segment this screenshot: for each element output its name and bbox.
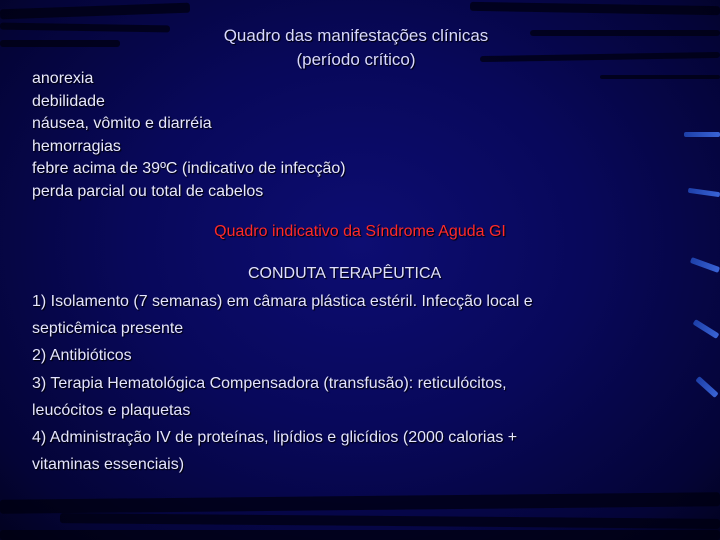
decor-stroke (0, 40, 120, 47)
conduct-line: 3) Terapia Hematológica Compensadora (transfusão): reticulócitos, (32, 374, 507, 392)
symptom-item: febre acima de 39ºC (indicativo de infecção) (32, 160, 346, 177)
title-line-1: Quadro das manifestações clínicas (223, 26, 489, 45)
conduct-line: 1) Isolamento (7 semanas) em câmara plástica estéril. Infecção local e (32, 293, 533, 310)
symptom-item: anorexia (32, 70, 94, 87)
symptom-item: perda parcial ou total de cabelos (32, 182, 264, 200)
decor-dash (695, 376, 718, 398)
decor-dash (688, 188, 720, 197)
conduct-heading: CONDUTA TERAPÊUTICA (248, 265, 442, 282)
conduct-line: 4) Administração IV de proteínas, lipídios e glicídios (2000 calorias + (32, 429, 518, 446)
conduct-line: septicêmica presente (32, 320, 184, 338)
decor-stroke (0, 3, 190, 20)
decor-stroke (600, 75, 720, 79)
decor-stroke (0, 530, 720, 540)
conduct-line: vitaminas essenciais) (32, 456, 185, 474)
decor-dash (684, 132, 720, 137)
decor-stroke (0, 492, 720, 514)
decor-dash (693, 319, 720, 339)
title-line-2: (período crítico) (296, 50, 416, 69)
decor-stroke (530, 30, 720, 36)
symptom-item: náusea, vômito e diarréia (32, 115, 212, 132)
symptom-item: debilidade (32, 92, 105, 110)
decor-stroke (0, 23, 170, 33)
decor-stroke (60, 513, 720, 529)
conduct-line: 2) Antibióticos (32, 347, 132, 365)
conduct-line: leucócitos e plaquetas (32, 401, 191, 419)
decor-stroke (470, 2, 720, 15)
syndrome-label: Quadro indicativo da Síndrome Aguda GI (214, 223, 506, 240)
symptom-item: hemorragias (32, 137, 121, 155)
decor-dash (690, 257, 720, 273)
